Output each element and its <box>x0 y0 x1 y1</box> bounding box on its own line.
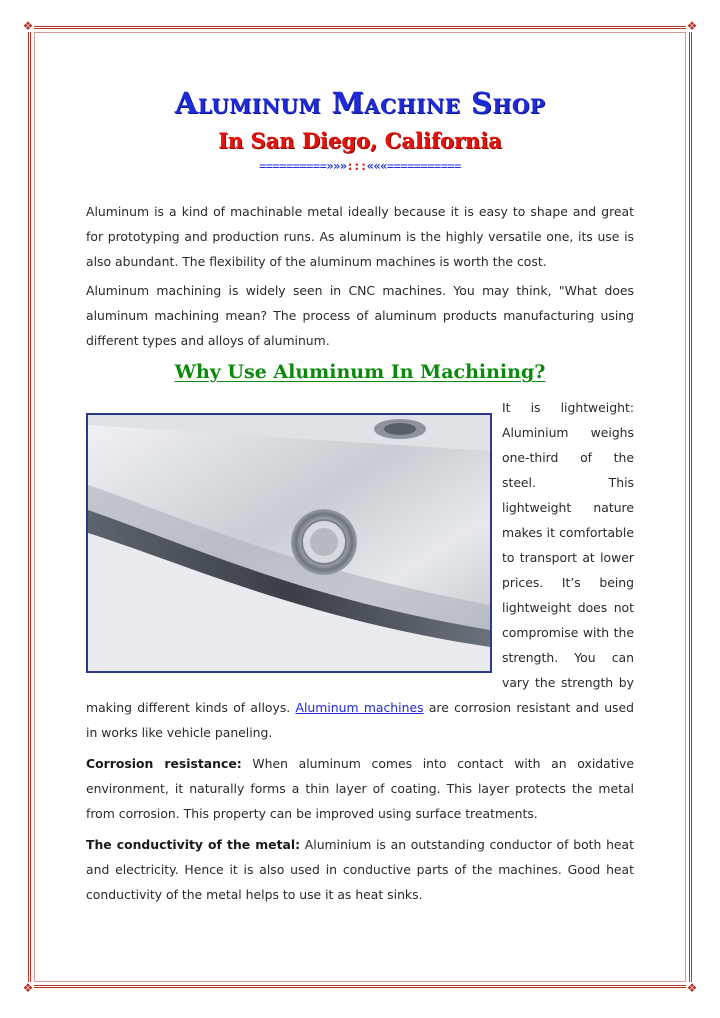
conductivity-text: Aluminium is an outstanding conductor of both heat and electricity. Hence it is also used in conductive parts of the machines. Good heat conductivity of the metal helps to use it as heat sinks. <box>86 837 634 902</box>
aluminum-machines-link[interactable]: Aluminum machines <box>295 700 424 715</box>
lightweight-text-end: are corrosion resistant and used in works like vehicle paneling. <box>86 700 635 740</box>
lightweight-text: It is lightweight: Aluminium weighs one-third of the steel. This lightweight nature makes it comfortable to transport at lower prices. It’s being lightweight does not compromise with the strength. You can vary the strength by making different kinds of alloys. <box>86 400 634 715</box>
conductivity-label: The conductivity of the metal: <box>86 837 301 852</box>
corner-ornament-icon: ❖ <box>22 19 34 33</box>
corner-ornament-icon: ❖ <box>22 981 34 995</box>
divider-arrows-right: »»» <box>326 159 347 173</box>
intro-paragraph-2: Aluminum machining is widely seen in CNC machines. You may think, "What does aluminum machining mean? The process of aluminum products manufacturing using different types and alloys of aluminum. <box>86 283 634 348</box>
corrosion-text: When aluminum comes into contact with an oxidative environment, it naturally forms a thin layer of coating. This layer protects the metal from corrosion. This property can be improved using surface treatments. <box>86 756 634 821</box>
aluminum-part-photo <box>86 413 492 673</box>
page-title: Aluminum Machine Shop <box>174 86 546 120</box>
lightweight-section <box>86 395 634 745</box>
intro-paragraph-1: Aluminum is a kind of machinable metal ideally because it is easy to shape and great for prototyping and production runs. As aluminum is the highly versatile one, its use is also abundant. The flexibility of the aluminum machines is worth the cost. <box>86 204 634 269</box>
section-heading: Why Use Aluminum In Machining? <box>174 361 546 383</box>
divider-line-right: =========== <box>386 159 461 173</box>
title-divider <box>86 159 634 173</box>
divider-line-left: ========== <box>259 159 327 173</box>
corner-ornament-icon: ❖ <box>686 19 698 33</box>
divider-dots: ::: <box>346 159 367 173</box>
conductivity-paragraph <box>86 832 634 907</box>
corrosion-paragraph <box>86 751 634 826</box>
document-body <box>86 86 634 907</box>
corner-ornament-icon: ❖ <box>686 981 698 995</box>
page-subtitle: In San Diego, California <box>218 128 502 153</box>
divider-arrows-left: ««« <box>366 159 387 173</box>
corrosion-label: Corrosion resistance: <box>86 756 242 771</box>
